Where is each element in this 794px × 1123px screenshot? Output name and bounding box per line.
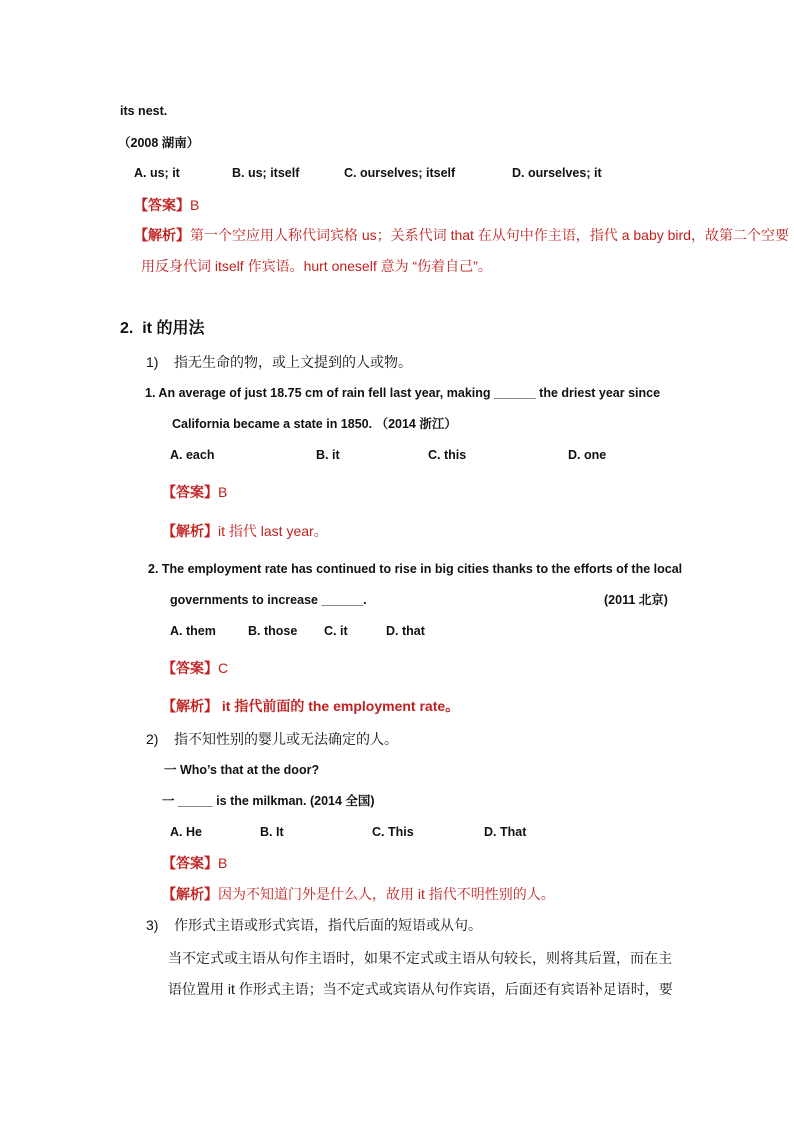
- option-a: A. them: [170, 624, 216, 638]
- use2-answer: [162, 855, 227, 871]
- analysis-text: it 指代前面的 the employment rate。: [218, 698, 460, 714]
- q2-stem: 2. The employment rate has continued to rise in big cities thanks to the efforts of the local: [148, 562, 683, 576]
- option-b: B. us; itself: [232, 166, 300, 180]
- option-b: B. it: [316, 448, 340, 462]
- subsection-text: 指不知性别的婴儿或无法确定的人。: [174, 731, 399, 747]
- answer-label: 【答案】: [134, 197, 190, 213]
- subsection-text: 指无生命的物，或上文提到的人或物。: [174, 354, 413, 370]
- analysis-continued: 用反身代词 itself 作宾语。hurt oneself 意为 “伤着自己”。: [141, 258, 492, 274]
- option-b: B. those: [248, 624, 298, 638]
- q1-analysis: [162, 523, 328, 539]
- q1-stem: 1. An average of just 18.75 cm of rain fell last year, making ______ the driest year since: [145, 386, 661, 400]
- use2-analysis: [162, 886, 555, 902]
- answer-value: B: [218, 855, 228, 871]
- option-c: C. ourselves; itself: [344, 166, 456, 180]
- option-a: A. us; it: [134, 166, 180, 180]
- option-a: A. each: [170, 448, 215, 462]
- analysis-text: 第一个空应用人称代词宾格 us；关系代词 that 在从句中作主语，指代 a baby bird，故第二个空要: [190, 227, 789, 243]
- section-title: it 的用法: [142, 320, 205, 337]
- q2-source: (2011 北京): [604, 593, 668, 607]
- option-d: D. one: [568, 448, 607, 462]
- option-d: D. That: [484, 825, 527, 839]
- option-c: C. This: [372, 825, 414, 839]
- answer-value: C: [218, 660, 229, 676]
- question-source: （2008 湖南）: [118, 136, 200, 150]
- answer: [134, 197, 199, 213]
- q2-options: [0, 623, 794, 639]
- option-d: D. that: [386, 624, 425, 638]
- subsection-text: 作形式主语或形式宾语，指代后面的短语或从句。: [174, 917, 483, 933]
- subsection-1: [146, 354, 412, 370]
- paragraph-line-1: 当不定式或主语从句作主语时，如果不定式或主语从句较长，则将其后置，而在主: [168, 950, 672, 966]
- analysis-label: 【解析】: [162, 523, 218, 539]
- dialog-line-2: 一 _____ is the milkman. (2014 全国): [162, 794, 375, 808]
- answer-label: 【答案】: [162, 660, 218, 676]
- dialog-line-1: 一 Who’s that at the door?: [164, 763, 320, 777]
- analysis-text: it 指代 last year。: [218, 523, 328, 539]
- q1-answer: [162, 484, 227, 500]
- subsection-2: [146, 731, 398, 747]
- analysis-label: 【解析】: [162, 886, 218, 902]
- q1-options: [0, 447, 794, 463]
- use2-options: [0, 824, 794, 840]
- option-d: D. ourselves; it: [512, 166, 602, 180]
- q1-stem-continued: California became a state in 1850. （2014 浙江）: [172, 417, 457, 431]
- option-c: C. it: [324, 624, 348, 638]
- answer-label: 【答案】: [162, 484, 218, 500]
- analysis-label: 【解析】: [134, 227, 190, 243]
- option-c: C. this: [428, 448, 467, 462]
- subsection-3: [146, 917, 482, 933]
- paragraph-line-2: 语位置用 it 作形式主语；当不定式或宾语从句作宾语，后面还有宾语补足语时，要: [168, 981, 673, 997]
- analysis: [134, 227, 789, 243]
- option-a: A. He: [170, 825, 202, 839]
- analysis-label: 【解析】: [162, 698, 218, 714]
- answer-label: 【答案】: [162, 855, 218, 871]
- analysis-text: 因为不知道门外是什么人，故用 it 指代不明性别的人。: [218, 886, 555, 902]
- subsection-index: 2): [146, 731, 159, 747]
- option-b: B. It: [260, 825, 284, 839]
- options-row: [0, 165, 794, 181]
- answer-value: B: [190, 197, 200, 213]
- question-tail: its nest.: [120, 104, 168, 118]
- subsection-index: 1): [146, 354, 159, 370]
- subsection-index: 3): [146, 917, 159, 933]
- q2-stem-continued: governments to increase ______.: [170, 593, 367, 607]
- answer-value: B: [218, 484, 228, 500]
- q2-analysis: [162, 698, 459, 714]
- q2-answer: [162, 660, 228, 676]
- section-heading: [120, 321, 204, 337]
- section-number: 2.: [120, 320, 134, 337]
